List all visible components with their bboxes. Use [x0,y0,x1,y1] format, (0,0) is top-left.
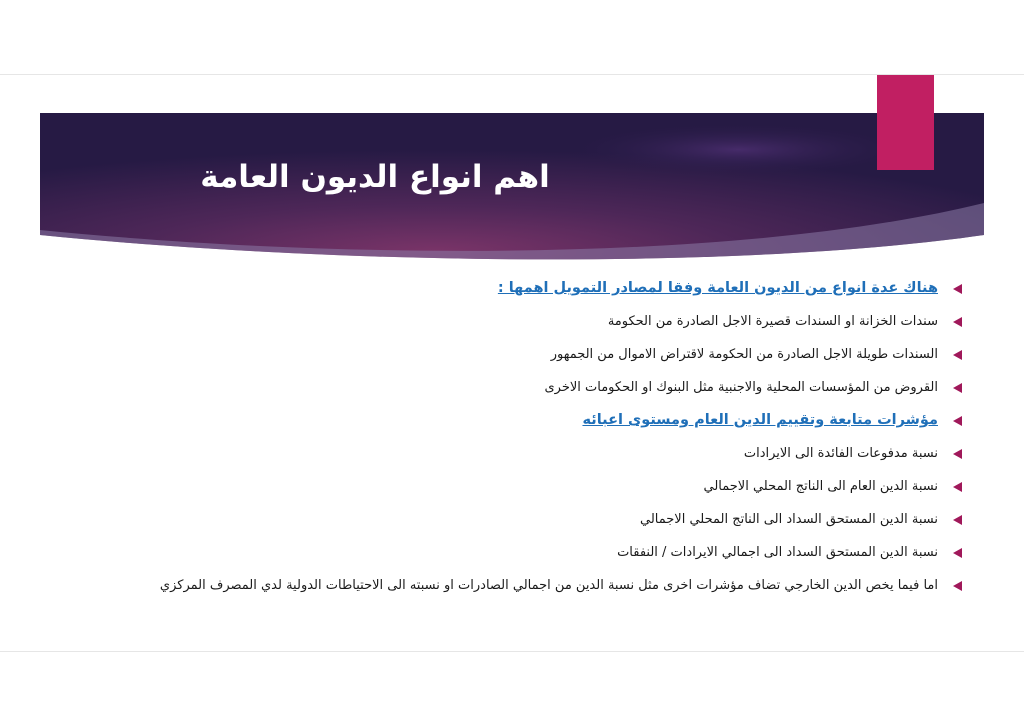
list-item-text: سندات الخزانة او السندات قصيرة الاجل الصادرة من الحكومة [607,314,938,329]
triangle-bullet-icon [953,515,962,525]
triangle-bullet-icon [953,548,962,558]
list-item-text: نسبة مدفوعات الفائدة الى الايرادات [743,446,938,461]
triangle-bullet-icon [953,284,962,294]
accent-block [877,75,934,170]
list-item [90,408,966,441]
triangle-bullet-icon [953,581,962,591]
triangle-bullet-icon [953,350,962,360]
triangle-bullet-icon [953,416,962,426]
list-item [90,309,966,342]
list-item-text: نسبة الدين المستحق السداد الى الناتج المحلي الاجمالي [639,512,938,527]
list-item-text: نسبة الدين العام الى الناتج المحلي الاجمالي [703,479,938,494]
list-item [90,441,966,474]
list-item [90,474,966,507]
list-item-text: اما فيما يخص الدين الخارجي تضاف مؤشرات اخرى مثل نسبة الدين من اجمالي الصادرات او نسبته الى الاحتياطات الدولية لدي المصرف المركزي [159,578,938,593]
slide [0,74,1024,652]
list-item [90,573,966,606]
bullet-list [90,276,966,606]
triangle-bullet-icon [953,317,962,327]
triangle-bullet-icon [953,482,962,492]
list-item [90,540,966,573]
list-item-text: السندات طويلة الاجل الصادرة من الحكومة لاقتراض الاموال من الجمهور [550,347,938,362]
list-item [90,276,966,309]
triangle-bullet-icon [953,449,962,459]
slide-title: اهم انواع الديون العامة [200,159,550,195]
list-item [90,375,966,408]
list-item [90,342,966,375]
list-item-text: القروض من المؤسسات المحلية والاجنبية مثل البنوك او الحكومات الاخرى [544,380,938,395]
list-item-text: نسبة الدين المستحق السداد الى اجمالي الايرادات / النفقات [617,545,938,560]
list-heading: هناك عدة انواع من الديون العامة وفقا لمصادر التمويل اهمها : [497,280,938,296]
list-item [90,507,966,540]
triangle-bullet-icon [953,383,962,393]
list-heading: مؤشرات متابعة وتقييم الدين العام ومستوى اعبائه [582,412,938,428]
